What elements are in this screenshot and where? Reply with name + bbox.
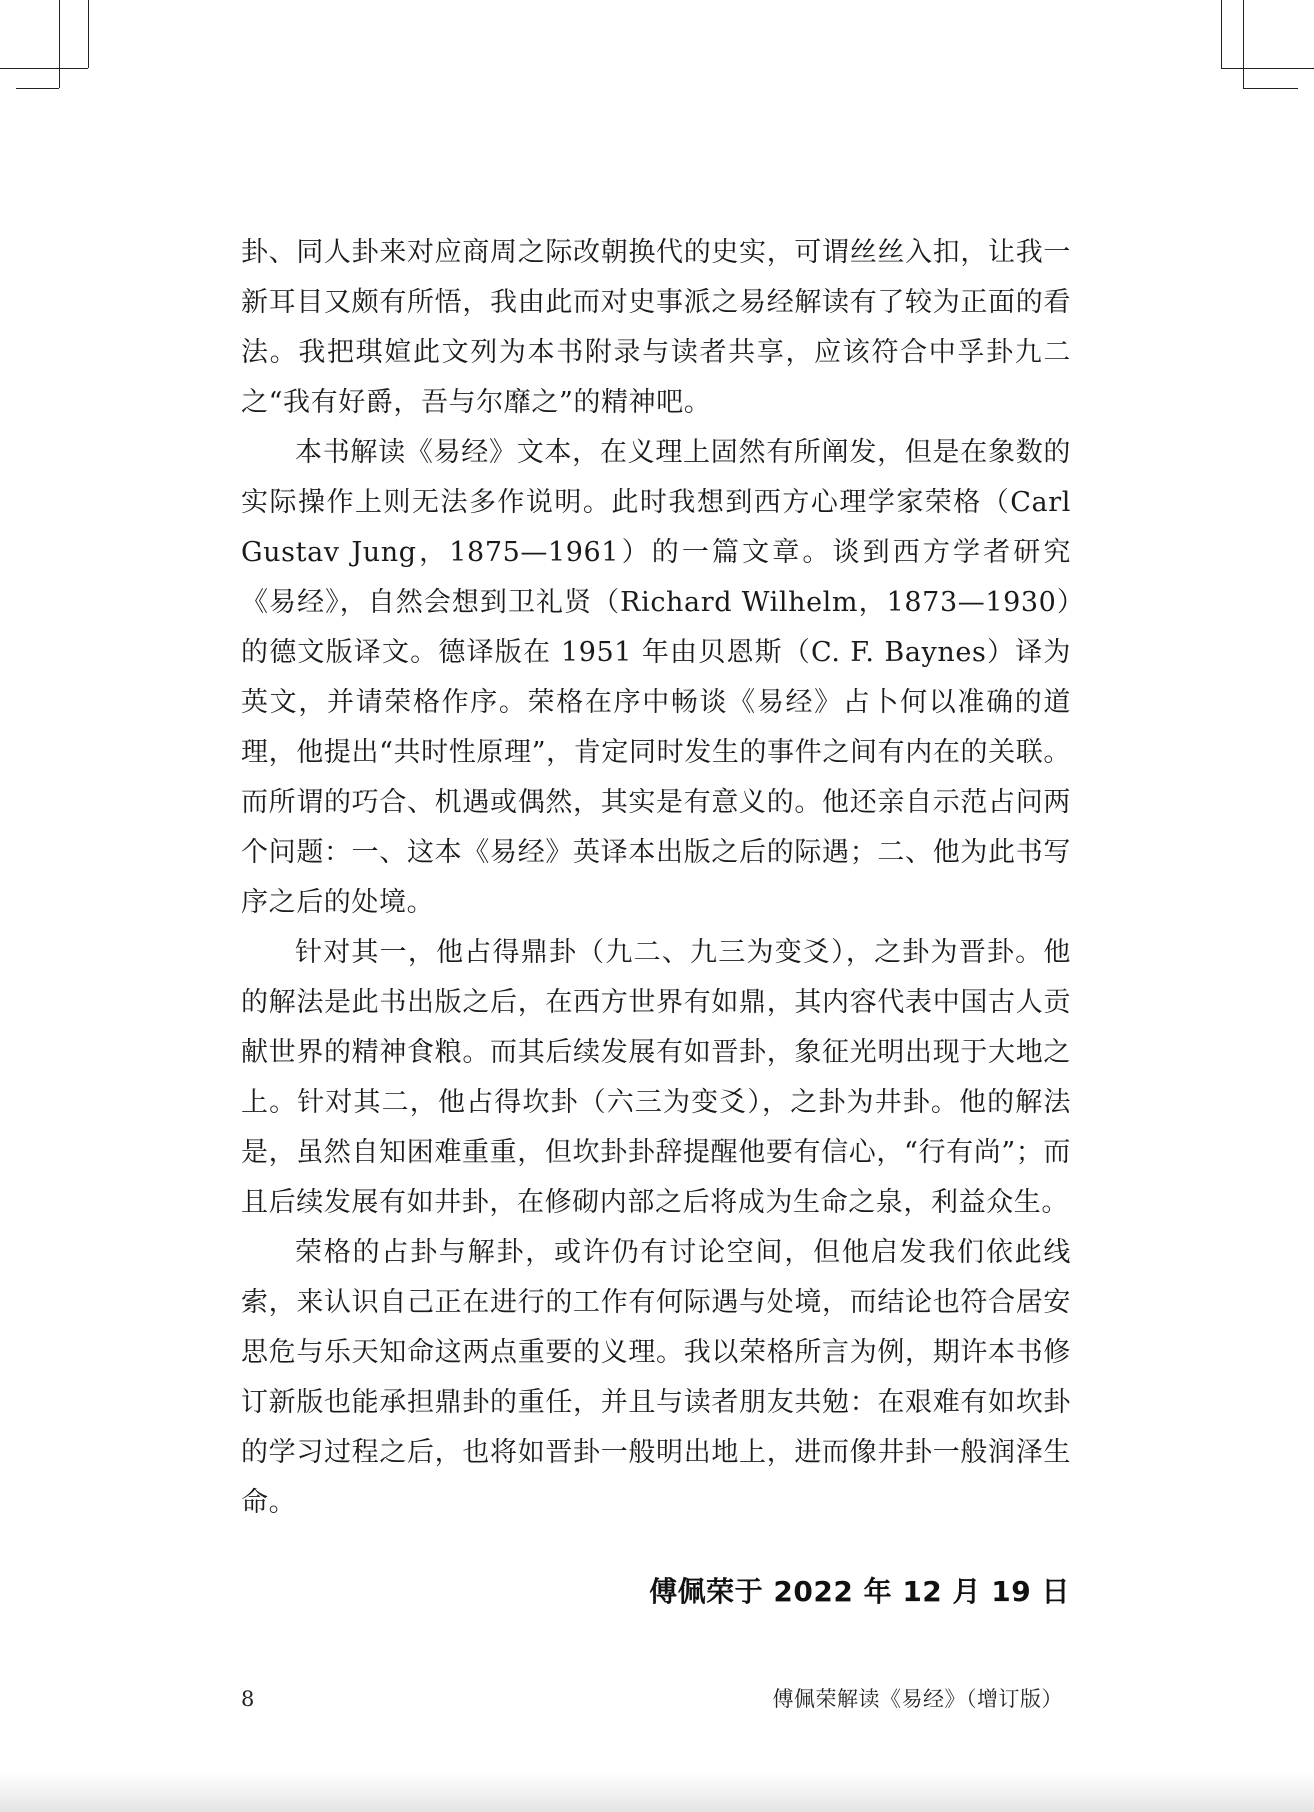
- crop-mark: [1221, 68, 1314, 69]
- page-number: 8: [241, 1687, 255, 1711]
- paragraph: 荣格的占卦与解卦，或许仍有讨论空间，但他启发我们依此线索，来认识自己正在进行的工作有何际遇与处境，而结论也符合居安思危与乐天知命这两点重要的义理。我以荣格所言为例，期许本书修订新版也能承担鼎卦的重任，并且与读者朋友共勉：在艰难有如坎卦的学习过程之后，也将如晋卦一般明出地上，进而像井卦一般润泽生命。: [241, 1237, 1071, 1518]
- body-text: [241, 228, 1071, 1528]
- paragraph: 本书解读《易经》文本，在义理上固然有所阐发，但是在象数的实际操作上则无法多作说明。此时我想到西方心理学家荣格（Carl Gustav Jung，1875—1961）的一篇文章。谈到西方学者研究《易经》，自然会想到卫礼贤（Richard Wilhelm，1873—1930）的德文版译文。德译版在 1951 年由贝恩斯（C. F. Baynes）译为英文，并请荣格作序。荣格在序中畅谈《易经》占卜何以准确的道理，他提出“共时性原理”，肯定同时发生的事件之间有内在的关联。而所谓的巧合、机遇或偶然，其实是有意义的。他还亲自示范占问两个问题：一、这本《易经》英译本出版之后的际遇；二、他为此书写序之后的处境。: [241, 437, 1071, 918]
- crop-mark: [59, 0, 60, 88]
- page-edge-shadow: [0, 1772, 1314, 1812]
- crop-mark: [1221, 0, 1222, 68]
- author-signature: 傅佩荣于 2022 年 12 月 19 日: [649, 1575, 1070, 1608]
- crop-mark: [16, 88, 59, 89]
- crop-mark: [1243, 0, 1244, 88]
- paragraph: 卦、同人卦来对应商周之际改朝换代的史实，可谓丝丝入扣，让我一新耳目又颇有所悟，我由此而对史事派之易经解读有了较为正面的看法。我把琪媗此文列为本书附录与读者共享，应该符合中孚卦九二之“我有好爵，吾与尔靡之”的精神吧。: [241, 237, 1071, 418]
- running-title: 傅佩荣解读《易经》（增订版）: [772, 1687, 1063, 1711]
- crop-mark: [88, 0, 89, 68]
- paragraph: 针对其一，他占得鼎卦（九二、九三为变爻），之卦为晋卦。他的解法是此书出版之后，在西方世界有如鼎，其内容代表中国古人贡献世界的精神食粮。而其后续发展有如晋卦，象征光明出现于大地之上。针对其二，他占得坎卦（六三为变爻），之卦为井卦。他的解法是，虽然自知困难重重，但坎卦卦辞提醒他要有信心，“行有尚”；而且后续发展有如井卦，在修砌内部之后将成为生命之泉，利益众生。: [241, 937, 1071, 1218]
- crop-mark: [0, 68, 88, 69]
- crop-mark: [1243, 88, 1298, 89]
